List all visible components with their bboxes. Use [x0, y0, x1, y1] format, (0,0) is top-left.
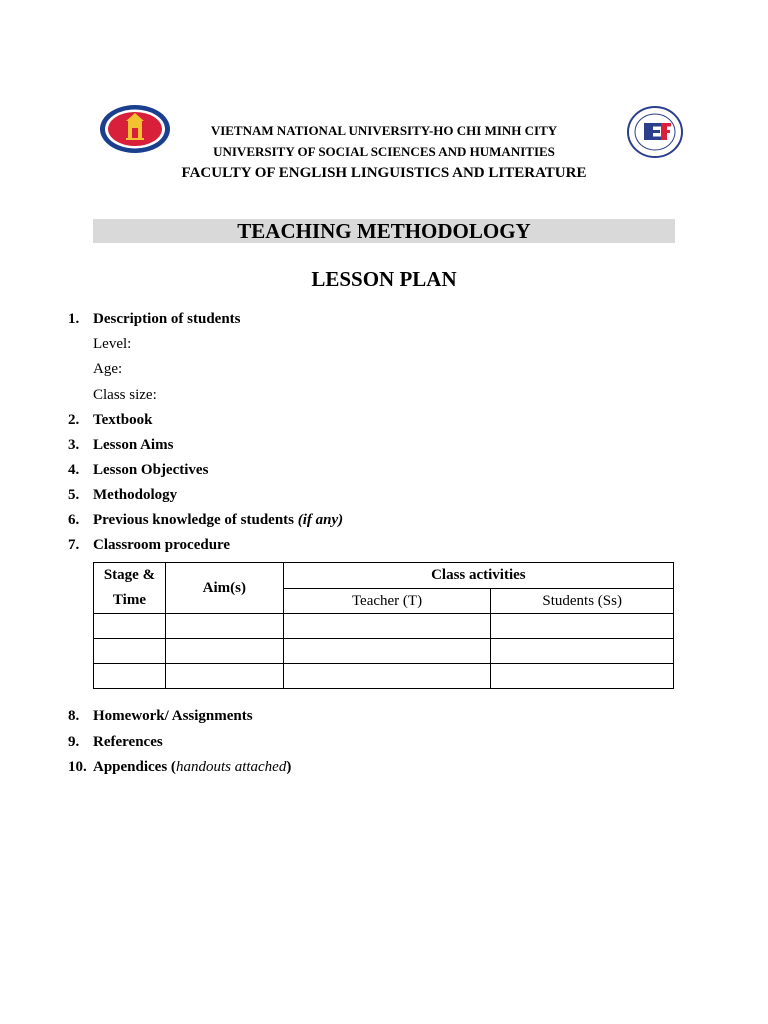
table-cell[interactable]: [283, 664, 491, 689]
item-number: 1.: [68, 311, 80, 327]
section-item-9: [68, 734, 163, 751]
table-header-row: [94, 563, 674, 589]
header-students: Students (Ss): [491, 589, 674, 614]
table-row: [94, 639, 674, 664]
item-number: 7.: [68, 537, 80, 553]
item-label: Description of students: [93, 311, 241, 327]
item-label: Textbook: [93, 412, 153, 428]
procedure-table: [93, 562, 674, 689]
section-item-3: [68, 437, 173, 454]
section-item-7: [68, 537, 230, 554]
item-number: 9.: [68, 734, 80, 750]
section-item-5: [68, 487, 177, 504]
table-cell[interactable]: [491, 664, 674, 689]
header-class-activities: Class activities: [283, 563, 673, 589]
item-label: Appendices (: [93, 759, 176, 775]
field-class-size: Class size:: [93, 387, 157, 403]
item-note: handouts attached: [175, 759, 287, 775]
item-label: Lesson Objectives: [93, 462, 209, 478]
table-row: [94, 614, 674, 639]
course-title: TEACHING METHODOLOGY: [93, 219, 675, 243]
header-university-line: VIETNAM NATIONAL UNIVERSITY-HO CHI MINH CITY: [210, 123, 558, 138]
header-teacher: Teacher (T): [283, 589, 491, 614]
table-cell[interactable]: [283, 639, 491, 664]
header-stage-time: [94, 563, 166, 614]
table-cell[interactable]: [491, 639, 674, 664]
item-number: 4.: [68, 462, 80, 478]
section-item-10: [68, 759, 291, 776]
item-note: (if any): [297, 512, 344, 528]
item-label: Previous knowledge of students: [93, 512, 294, 528]
header-faculty-line: FACULTY OF ENGLISH LINGUISTICS AND LITERATURE: [181, 165, 587, 181]
item-label: Homework/ Assignments: [93, 708, 253, 724]
table-cell[interactable]: [94, 664, 166, 689]
table-cell[interactable]: [491, 614, 674, 639]
section-item-2: [68, 412, 152, 429]
item-number: 10.: [68, 759, 87, 775]
table-cell[interactable]: [283, 614, 491, 639]
header-school-line: UNIVERSITY OF SOCIAL SCIENCES AND HUMANITIES: [213, 144, 555, 159]
item-label: References: [93, 734, 163, 750]
header-time-line: Time: [112, 592, 146, 608]
item-label: Classroom procedure: [93, 537, 231, 553]
section-item-6: [68, 512, 343, 529]
field-age: Age:: [93, 361, 123, 377]
item-number: 5.: [68, 487, 80, 503]
field-level: Level:: [93, 336, 132, 352]
item-number: 6.: [68, 512, 80, 528]
table-row: [94, 664, 674, 689]
table-cell[interactable]: [165, 614, 283, 639]
item-number: 2.: [68, 412, 80, 428]
table-cell[interactable]: [165, 639, 283, 664]
header-aims: Aim(s): [165, 563, 283, 614]
item-label: Lesson Aims: [93, 437, 174, 453]
item-label: Methodology: [93, 487, 178, 503]
table-cell[interactable]: [94, 639, 166, 664]
item-number: 8.: [68, 708, 80, 724]
section-item-1: [68, 311, 241, 328]
document-title: LESSON PLAN: [311, 267, 457, 291]
table-cell[interactable]: [94, 614, 166, 639]
table-cell[interactable]: [165, 664, 283, 689]
item-close-paren: ): [286, 759, 292, 775]
section-item-8: [68, 708, 253, 725]
section-item-4: [68, 462, 208, 479]
header-stage-line: Stage &: [103, 567, 156, 583]
item-number: 3.: [68, 437, 80, 453]
